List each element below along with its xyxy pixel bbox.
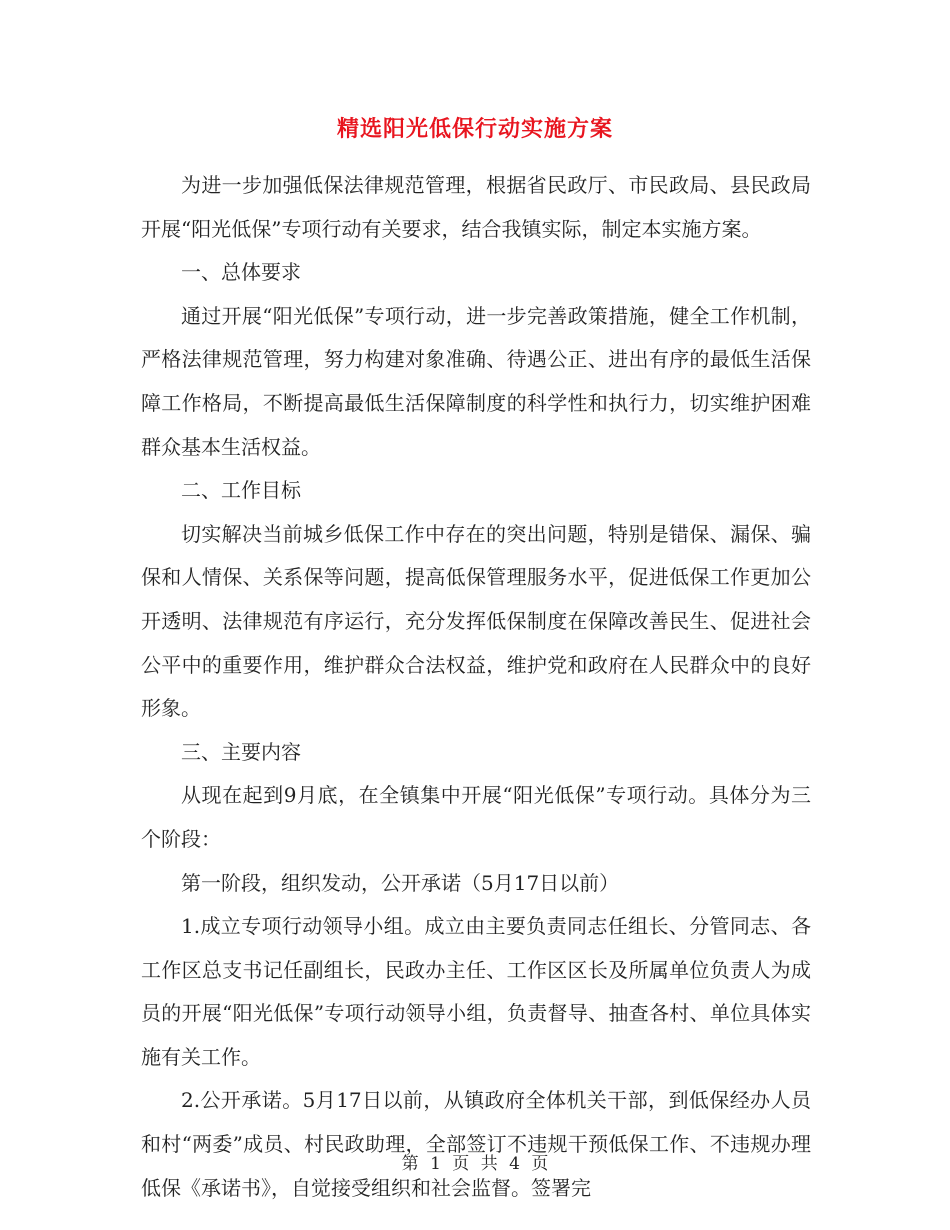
heading-phase-one: 第一阶段，组织发动，公开承诺（5月17日以前）	[181, 870, 620, 895]
heading-main-content: 三、主要内容	[181, 739, 301, 764]
footer-current-page: 1	[430, 1154, 441, 1174]
footer-total-pages: 4	[509, 1154, 520, 1174]
footer-prefix: 第	[401, 1154, 419, 1174]
footer-suffix: 页	[531, 1154, 549, 1174]
document-body	[141, 164, 811, 1210]
paragraph-item-1: 1.成立专项行动领导小组。成立由主要负责同志任组长、分管同志、各工作区总支书记任副组长，民政办主任、工作区区长及所属单位负责人为成员的开展“阳光低保”专项行动领导小组，负责督导、抽查各村、单位具体实施有关工作。	[141, 914, 811, 1069]
page-footer	[0, 1150, 950, 1178]
footer-page-word: 页	[452, 1154, 470, 1174]
paragraph-intro: 为进一步加强低保法律规范管理，根据省民政厅、市民政局、县民政局开展“阳光低保”专项行动有关要求，结合我镇实际，制定本实施方案。	[141, 173, 811, 241]
paragraph-work-goals: 切实解决当前城乡低保工作中存在的突出问题，特别是错保、漏保、骗保和人情保、关系保等问题，提高低保管理服务水平，促进低保工作更加公开透明、法律规范有序运行，充分发挥低保制度在保障改善民生、促进社会公平中的重要作用，维护群众合法权益，维护党和政府在人民群众中的良好形象。	[141, 521, 811, 721]
paragraph-general-requirements: 通过开展“阳光低保”专项行动，进一步完善政策措施，健全工作机制，严格法律规范管理，努力构建对象准确、待遇公正、进出有序的最低生活保障工作格局，不断提高最低生活保障制度的科学性和执行力，切实维护困难群众基本生活权益。	[141, 303, 811, 459]
document-title: 精选阳光低保行动实施方案	[336, 116, 613, 142]
heading-general-requirements: 一、总体要求	[181, 260, 301, 285]
paragraph-item-2: 2.公开承诺。5月17日以前，从镇政府全体机关干部，到低保经办人员和村“两委”成员、村民政助理，全部签订不违规干预低保工作、不违规办理低保《承诺书》，自觉接受组织和社会监督。签署完	[141, 1088, 811, 1200]
paragraph-main-content: 从现在起到9月底，在全镇集中开展“阳光低保”专项行动。具体分为三个阶段：	[141, 783, 811, 851]
heading-work-goals: 二、工作目标	[181, 478, 301, 503]
footer-total-prefix: 共	[480, 1154, 498, 1174]
